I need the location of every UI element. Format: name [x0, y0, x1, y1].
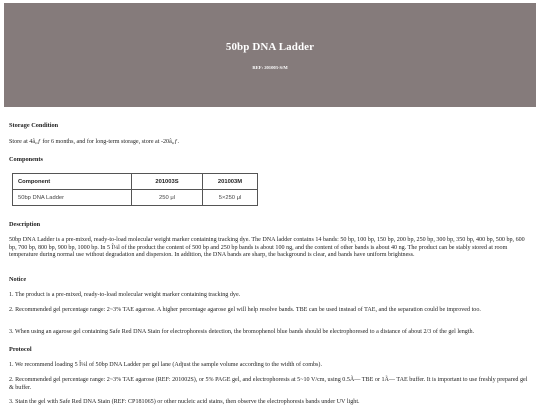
column-header: Component: [13, 174, 132, 190]
protocol-item-wrap: [9, 377, 531, 392]
notice-item-wrap: [9, 307, 531, 315]
table-cell: 5×250 μl: [203, 190, 258, 206]
components-section: [9, 156, 531, 163]
components-heading: Components: [9, 156, 43, 163]
protocol-item: 1. We recommend loading 5 Î¼l of 50bp DNA Ladder per gel lane (Adjust the sample volume according to the width of combs).: [9, 362, 322, 368]
protocol-heading: Protocol: [9, 346, 32, 353]
storage-text-block: [9, 139, 531, 147]
table-cell: 250 μl: [132, 190, 203, 206]
page-title: 50bp DNA Ladder: [225, 41, 315, 53]
storage-text: Store at 4â„ƒ for 6 months, and for long-term storage, store at -20â„ƒ.: [9, 139, 180, 145]
notice-item: 3. When using an agarose gel containing Safe Red DNA Stain for electrophoresis detection, the bromophenol blue bands should be electrophoresed to a distance of about 2/3 of the gel length.: [9, 329, 475, 335]
header-banner: [4, 3, 536, 107]
storage-heading: Storage Condition: [9, 122, 59, 129]
protocol-item: 2. Recommended gel percentage range: 2~3% TAE agarose (REF: 201002S), or 5% PAGE gel, and electrophoresis at 5~10 V/cm, using 0.5Ã— TBE or 1Ã— TAE buffer. It is important to use freshly prepared gel & buffer.: [9, 377, 528, 391]
protocol-item-wrap: [9, 399, 531, 407]
column-header: 201003S: [132, 174, 203, 190]
description-section: [9, 221, 531, 228]
protocol-section: [9, 346, 531, 353]
notice-item: 1. The product is a pre-mixed, ready-to-load molecular weight marker containing tracking dye.: [9, 292, 241, 298]
table-header-row: [13, 174, 258, 190]
notice-item: 2. Recommended gel percentage range: 2~3% TAE agarose. A higher percentage agarose gel will help resolve bands. TBE can be used instead of TAE, and the separation could be improved too.: [9, 307, 481, 313]
table-cell: 50bp DNA Ladder: [13, 190, 132, 206]
protocol-item-wrap: [9, 362, 531, 370]
protocol-item: 3. Stain the gel with Safe Red DNA Stain (REF: CP181065) or other nucleic acid stains, then observe the electrophoresis bands under UV light.: [9, 399, 360, 405]
notice-item-wrap: [9, 292, 531, 300]
description-heading: Description: [9, 221, 41, 228]
description-text: 50bp DNA Ladder is a pre-mixed, ready-to-load molecular weight marker containing tracking dye. The DNA ladder contains 14 bands: 50 bp, 100 bp, 150 bp, 200 bp, 250 bp, 300 bp, 350 bp, 400 bp, 500 bp, 600 bp, 700 bp, 800 bp, 900 bp, 1000 bp. In 5 Î¼l of the product the content of 500 bp and 250 bp bands is about 100 ng, and the content of other bands is about 40 ng. The product can be stably stored at room temperature during normal use without degradation and dispersion. In addition, the DNA bands are sharp, the background is clear, and bands have uniform brightness.: [9, 237, 525, 259]
table-row: [13, 190, 258, 206]
description-text-block: [9, 237, 531, 260]
components-table: [12, 173, 258, 206]
storage-section: [9, 122, 531, 129]
notice-section: [9, 276, 531, 283]
product-ref: REF: 201003-S/M: [252, 65, 288, 70]
notice-item-wrap: [9, 329, 531, 337]
notice-heading: Notice: [9, 276, 27, 283]
column-header: 201003M: [203, 174, 258, 190]
